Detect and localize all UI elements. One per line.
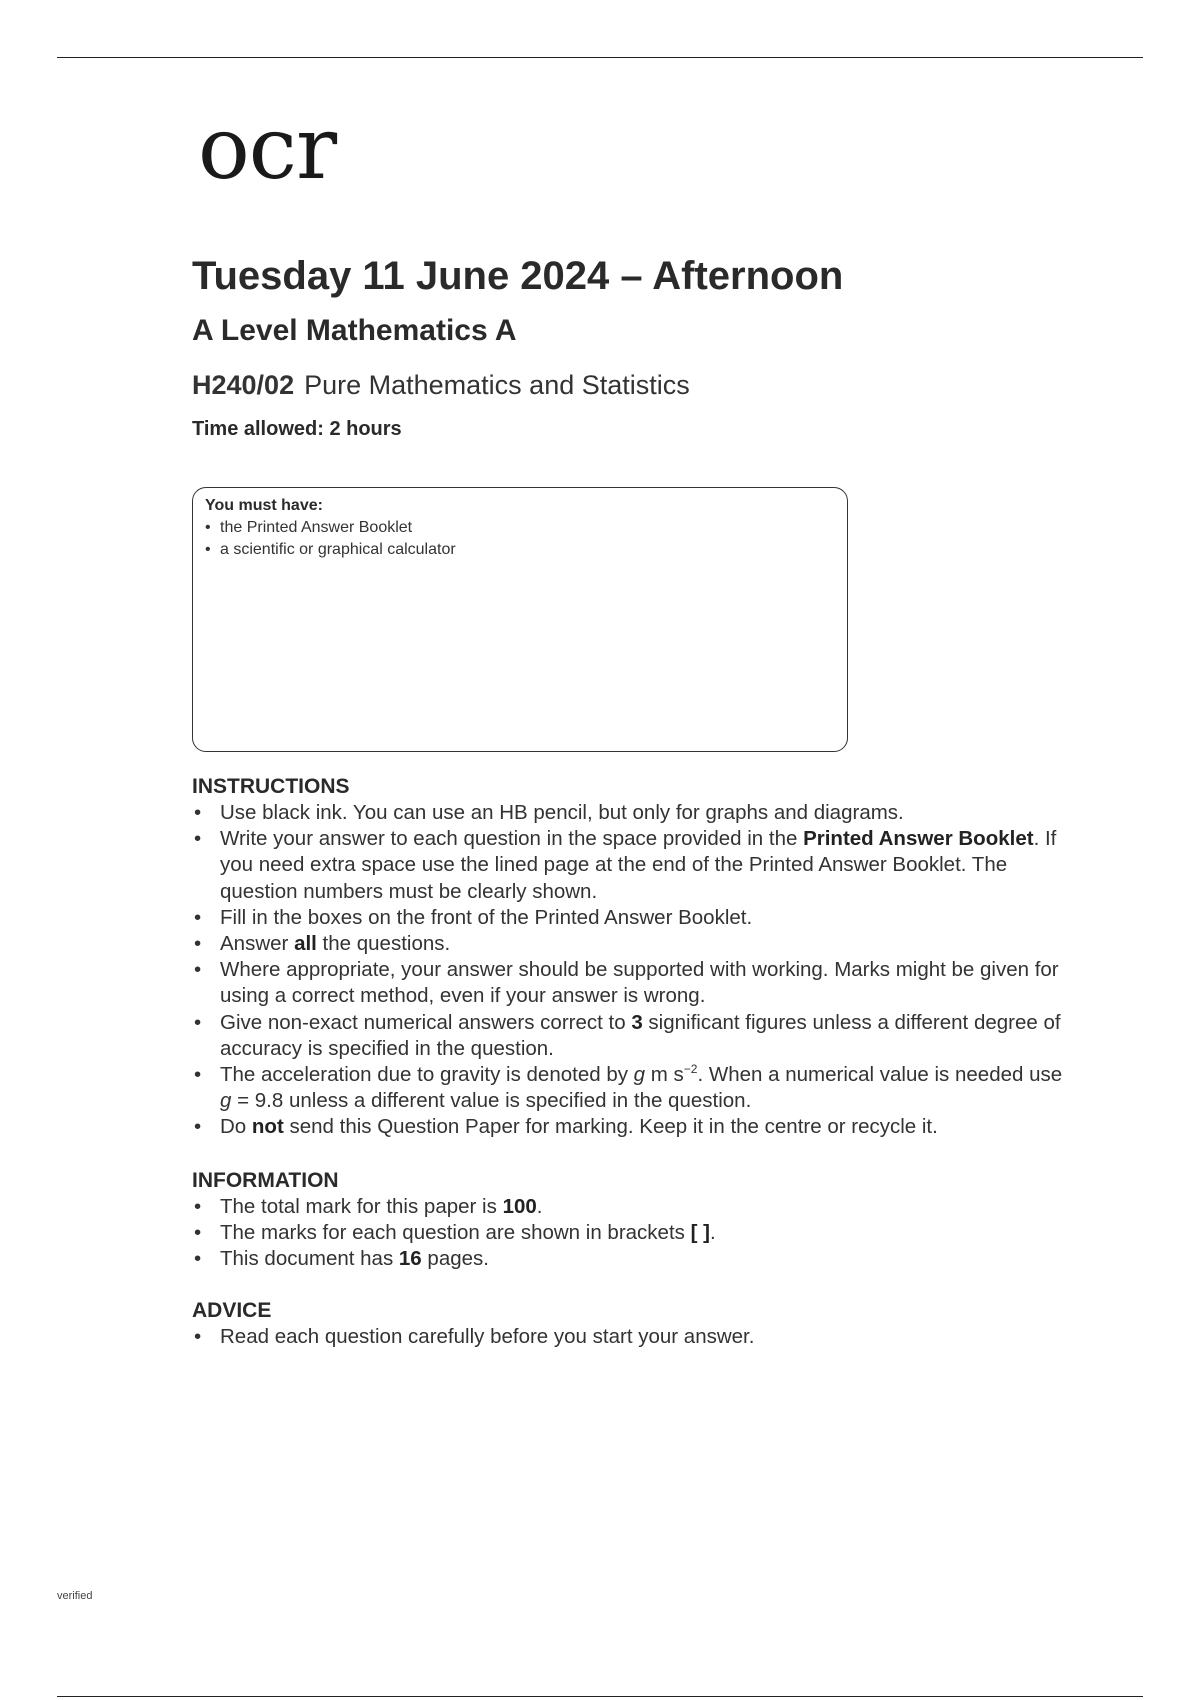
must-have-list xyxy=(205,517,835,561)
top-rule xyxy=(57,57,1143,58)
information-item: • The total mark for this paper is 100. xyxy=(192,1194,1072,1220)
exam-subject: A Level Mathematics A xyxy=(192,314,517,347)
information-item: • The marks for each question are shown in brackets [ ]. xyxy=(192,1220,1072,1246)
paper-name: Pure Mathematics and Statistics xyxy=(304,370,690,400)
must-have-title: You must have: xyxy=(205,497,323,514)
instruction-item: • Do not send this Question Paper for marking. Keep it in the centre or recycle it. xyxy=(192,1114,1072,1140)
instructions-heading: INSTRUCTIONS xyxy=(192,775,350,798)
ocr-logo: ocr xyxy=(198,99,337,199)
verified-mark: verified xyxy=(57,1590,93,1602)
information-heading: INFORMATION xyxy=(192,1169,339,1192)
instruction-item: • Where appropriate, your answer should be supported with working. Marks might be given for using a correct method, even if your answer is wrong. xyxy=(192,957,1072,1009)
instruction-item: • Answer all the questions. xyxy=(192,931,1072,957)
advice-list xyxy=(192,1324,1072,1350)
instructions-section xyxy=(192,774,1072,1141)
instruction-item: • Write your answer to each question in the space provided in the Printed Answer Booklet. If you need extra space use the lined page at the end of the Printed Answer Booklet. The question numbers must be clearly shown. xyxy=(192,826,1072,905)
bottom-rule xyxy=(57,1696,1143,1697)
must-have-item: • the Printed Answer Booklet xyxy=(205,517,835,539)
instruction-item: • Give non-exact numerical answers correct to 3 significant figures unless a different degree of accuracy is specified in the question. xyxy=(192,1010,1072,1062)
instruction-item: • Fill in the boxes on the front of the Printed Answer Booklet. xyxy=(192,905,1072,931)
information-section xyxy=(192,1168,1072,1273)
instructions-list xyxy=(192,800,1072,1141)
advice-item: • Read each question carefully before you start your answer. xyxy=(192,1324,1072,1350)
time-allowed: Time allowed: 2 hours xyxy=(192,418,402,440)
paper-line xyxy=(192,370,1072,401)
advice-heading: ADVICE xyxy=(192,1299,272,1322)
instruction-item: • Use black ink. You can use an HB pencil, but only for graphs and diagrams. xyxy=(192,800,1072,826)
must-have-box xyxy=(192,487,848,752)
advice-section xyxy=(192,1298,1072,1350)
must-have-item: • a scientific or graphical calculator xyxy=(205,539,835,561)
exam-date-title: Tuesday 11 June 2024 – Afternoon xyxy=(192,254,844,298)
information-item: • This document has 16 pages. xyxy=(192,1246,1072,1272)
instruction-item: • The acceleration due to gravity is denoted by g m $s^{-2}$. When a numerical value is needed use g = 9.8 unless a different value is specified in the question. xyxy=(192,1062,1072,1114)
information-list xyxy=(192,1194,1072,1273)
paper-code: H240/02 xyxy=(192,370,295,400)
